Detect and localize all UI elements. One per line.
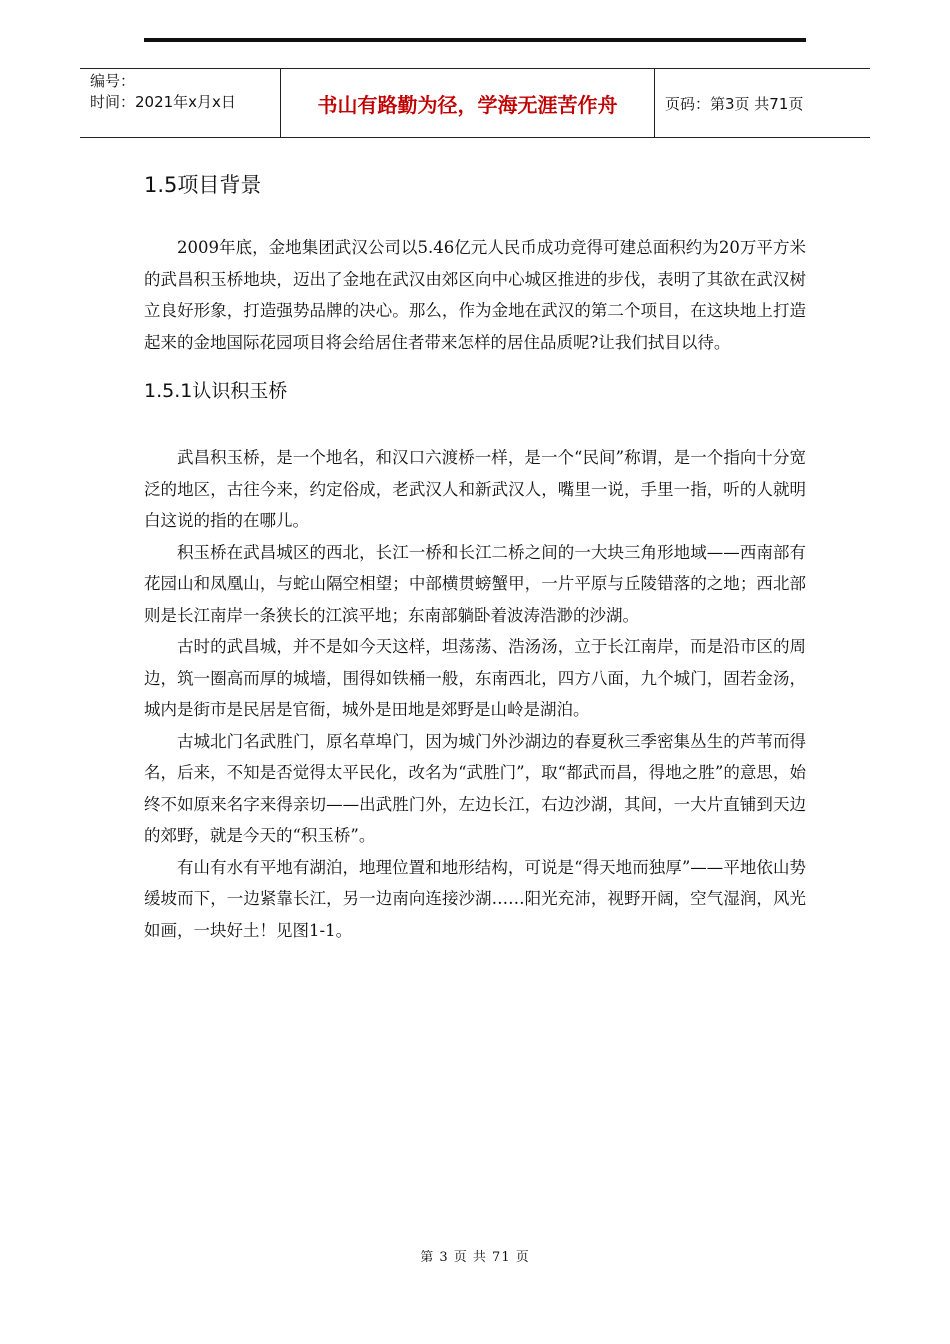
paragraph: 古城北门名武胜门，原名草埠门，因为城门外沙湖边的春夏秋三季密集丛生的芦苇而得名，后来，不知是否觉得太平民化，改名为“武胜门”，取“都武而昌，得地之胜”的意思，始终不如原来名字来得亲切——出武胜门外，左边长江，右边沙湖，其间，一大片直铺到天边的郊野，就是今天的“积玉桥”。 xyxy=(144,731,806,845)
section-title: 1.5项目背景 xyxy=(144,173,262,197)
top-rule xyxy=(144,38,806,42)
paragraph: 武昌积玉桥，是一个地名，和汉口六渡桥一样，是一个“民间”称谓，是一个指向十分宽泛的地区，古往今来，约定俗成，老武汉人和新武汉人，嘴里一说，手里一指，听的人就明白这说的指的在哪儿。 xyxy=(144,448,806,530)
section-intro: 2009年底，金地集团武汉公司以5.46亿元人民币成功竞得可建总面积约为20万平方米的武昌积玉桥地块，迈出了金地在武汉由郊区向中心城区推进的步伐，表明了其欲在武汉树立良好形象，打造强势品牌的决心。那么，作为金地在武汉的第二个项目，在这块地上打造起来的金地国际花园项目将会给居住者带来怎样的居住品质呢?让我们拭目以待。 xyxy=(144,238,806,352)
header-motto: 书山有路勤为径，学海无涯苦作舟 xyxy=(281,69,655,137)
paragraph: 积玉桥在武昌城区的西北，长江一桥和长江二桥之间的一大块三角形地域——西南部有花园山和凤凰山，与蛇山隔空相望；中部横贯螃蟹甲，一片平原与丘陵错落的之地；西北部则是长江南岸一条狭长的江滨平地；东南部躺卧着波涛浩渺的沙湖。 xyxy=(144,542,806,625)
header-meta xyxy=(80,69,281,137)
header-page-info: 页码：第3页 共71页 xyxy=(665,94,804,113)
paragraph: 有山有水有平地有湖泊，地理位置和地形结构，可说是“得天地而独厚”——平地依山势缓坡而下，一边紧靠长江，另一边南向连接沙湖……阳光充沛，视野开阔，空气湿润，风光如画，一块好土！见图1-1。 xyxy=(144,857,806,940)
number-label: 编号： xyxy=(90,72,136,90)
subsection-title: 1.5.1认识积玉桥 xyxy=(144,380,288,402)
page-footer: 第 3 页 共 71 页 xyxy=(420,1250,530,1265)
page-header xyxy=(80,68,870,138)
paragraph: 古时的武昌城，并不是如今天这样，坦荡荡、浩汤汤，立于长江南岸，而是沿市区的周边，筑一圈高而厚的城墙，围得如铁桶一般，东南西北，四方八面，九个城门，固若金汤，城内是街市是民居是官衙，城外是田地是郊野是山岭是湖泊。 xyxy=(144,637,806,719)
time-label: 时间：2021年x月x日 xyxy=(90,93,236,111)
document-body xyxy=(144,168,806,946)
